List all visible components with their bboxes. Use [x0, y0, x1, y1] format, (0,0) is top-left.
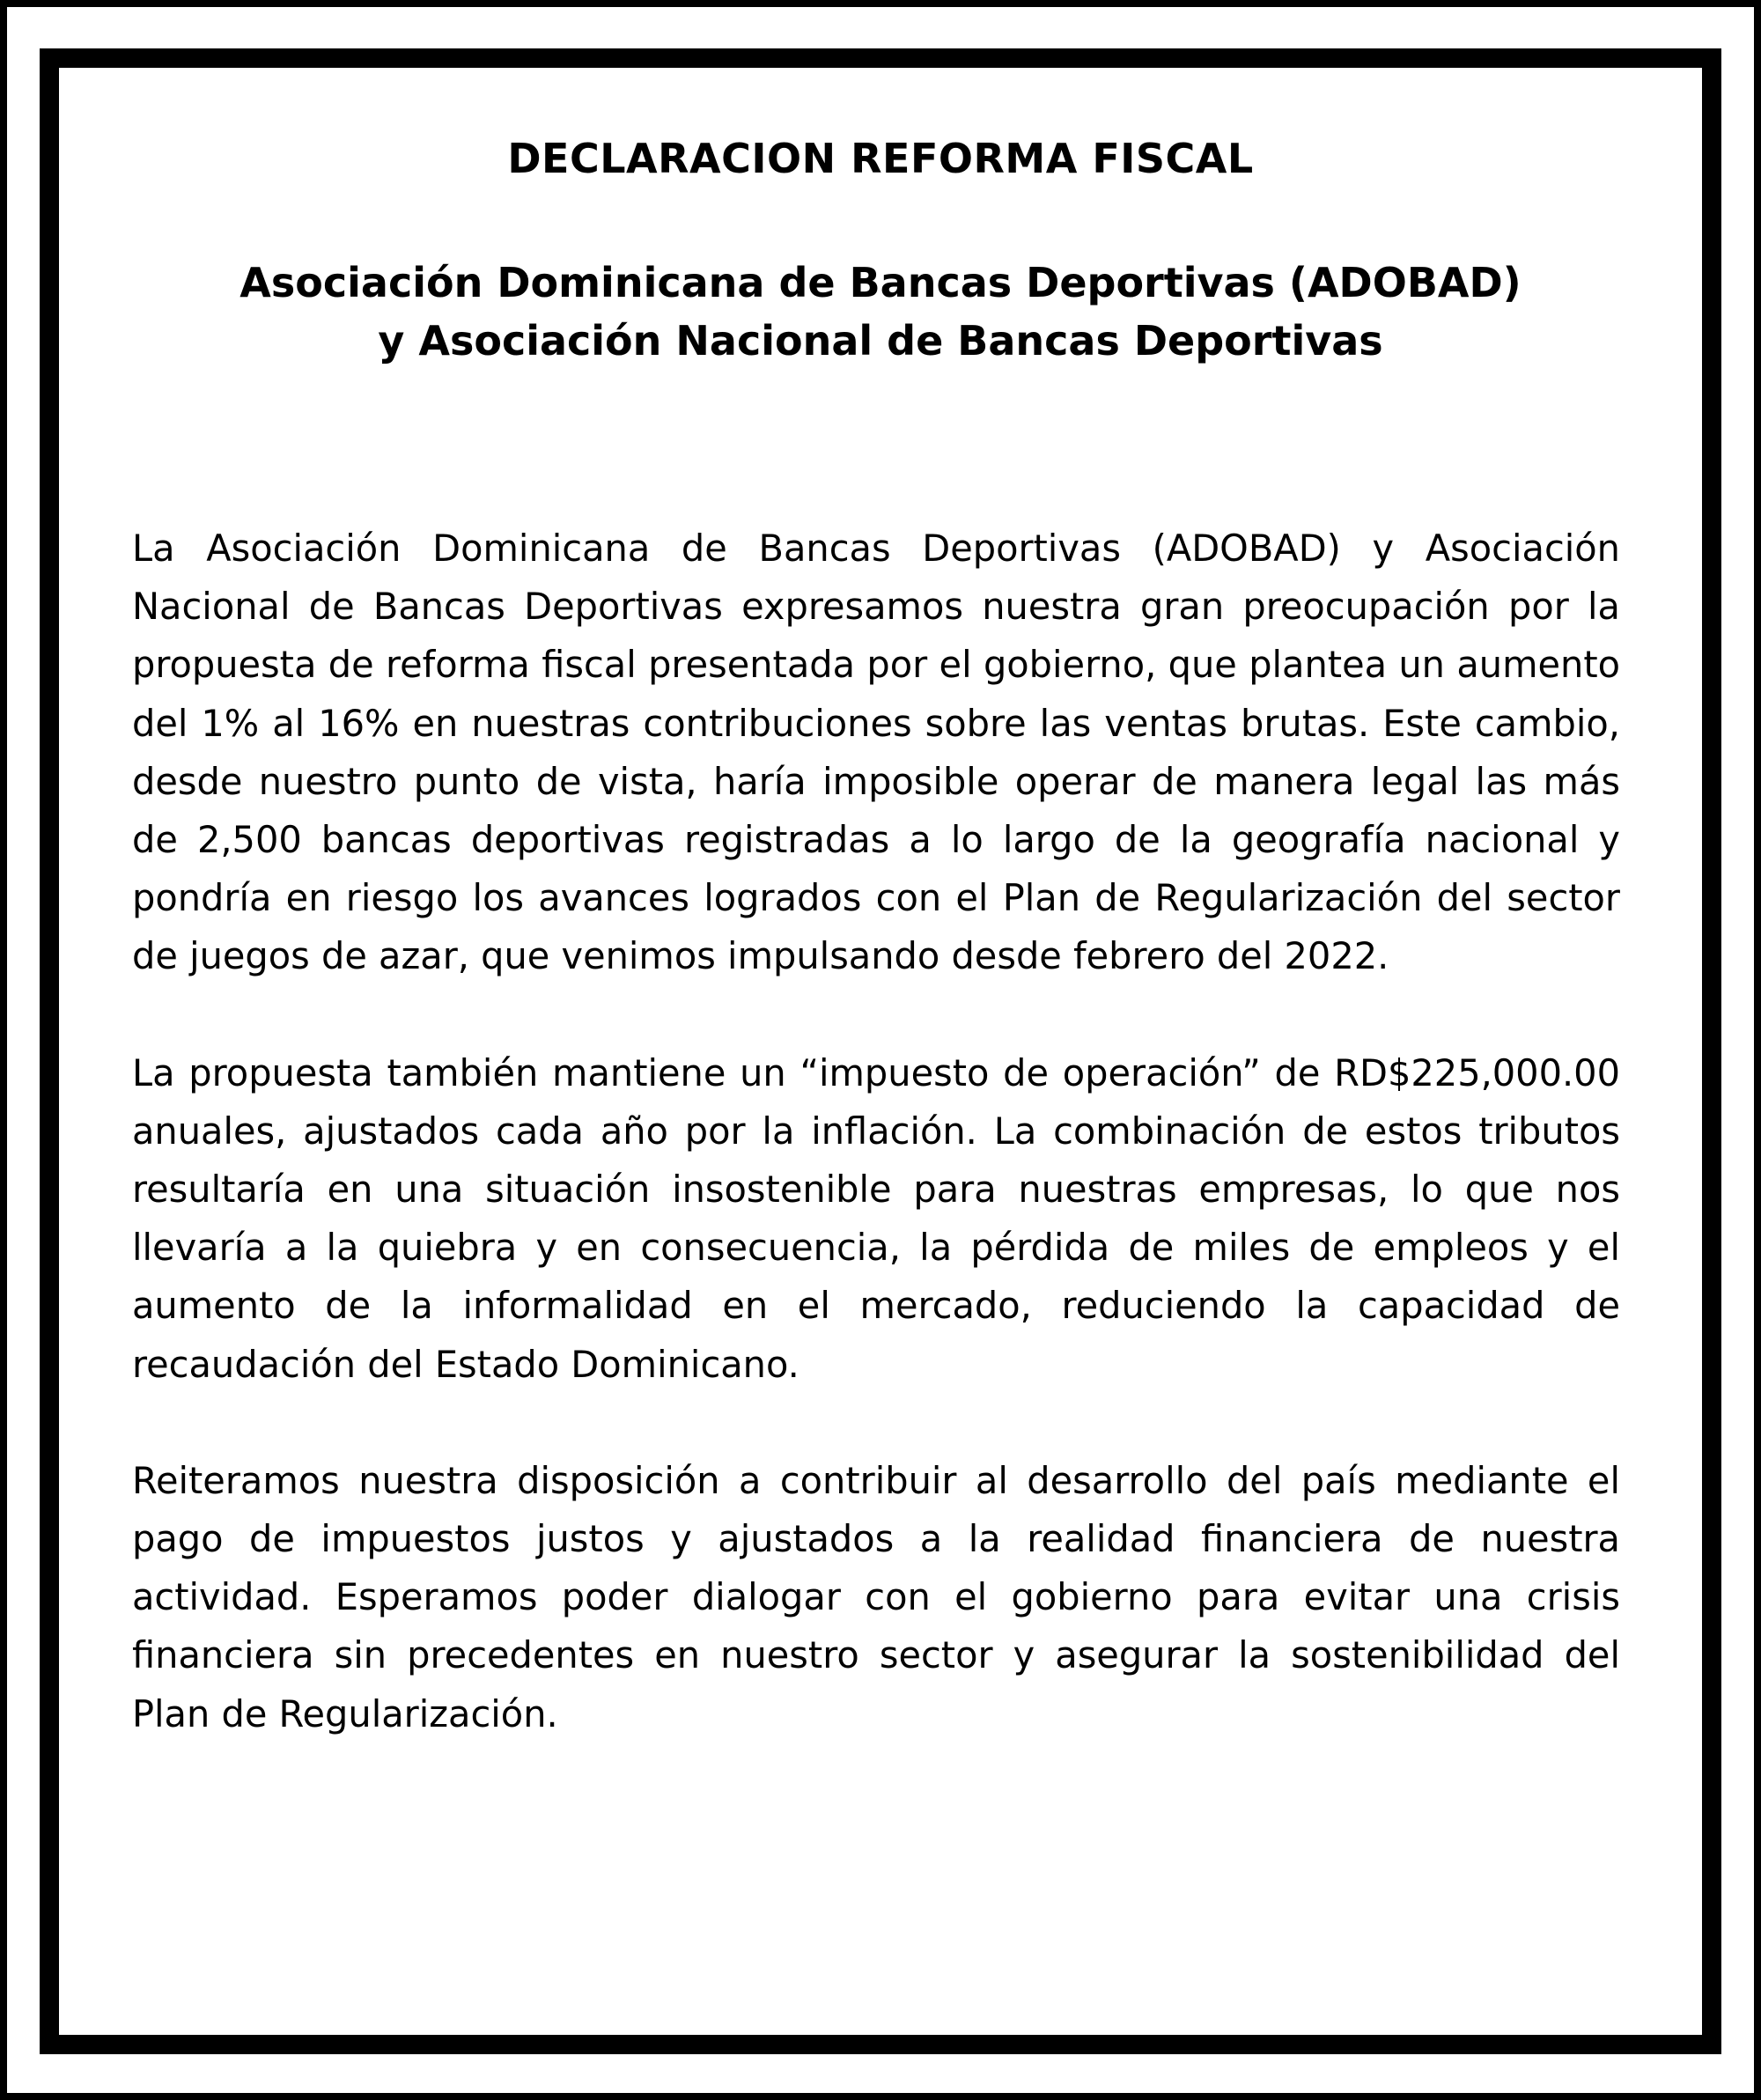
document-subtitle — [0, 254, 1761, 370]
paragraph-2: La propuesta también mantiene un “impuesto de operación” de RD$225,000.00 anuales, ajustados cada año por la inflación. La combinación de estos tributos resultaría en una situación insostenible para nuestras empresas, lo que nos llevaría a la quiebra y en consecuencia, la pérdida de miles de empleos y el aumento de la informalidad en el mercado, reduciendo la capacidad de recaudación del Estado Dominicano. — [132, 1050, 1620, 1386]
paragraph-3: Reiteramos nuestra disposición a contribuir al desarrollo del país mediante el pago de impuestos justos y ajustados a la realidad financiera de nuestra actividad. Esperamos poder dialogar con el gobierno para evitar una crisis financiera sin precedentes en nuestro sector y asegurar la sostenibilidad del Plan de Regularización. — [132, 1458, 1620, 1735]
paragraph-1: La Asociación Dominicana de Bancas Deportivas (ADOBAD) y Asociación Nacional de Bancas Deportivas expresamos nuestra gran preocupación por la propuesta de reforma fiscal presentada por el gobierno, que plantea un aumento del 1% al 16% en nuestras contribuciones sobre las ventas brutas. Este cambio, desde nuestro punto de vista, haría imposible operar de manera legal las más de 2,500 bancas deportivas registradas a lo largo de la geografía nacional y pondría en riesgo los avances logrados con el Plan de Regularización del sector de juegos de azar, que venimos impulsando desde febrero del 2022. — [132, 527, 1620, 978]
subtitle-line-1: Asociación Dominicana de Bancas Deportivas (ADOBAD) — [239, 259, 1522, 306]
document-title: DECLARACION REFORMA FISCAL — [507, 135, 1254, 182]
declaration-body — [132, 519, 1620, 1802]
subtitle-line-2: y Asociación Nacional de Bancas Deportivas — [378, 317, 1383, 365]
